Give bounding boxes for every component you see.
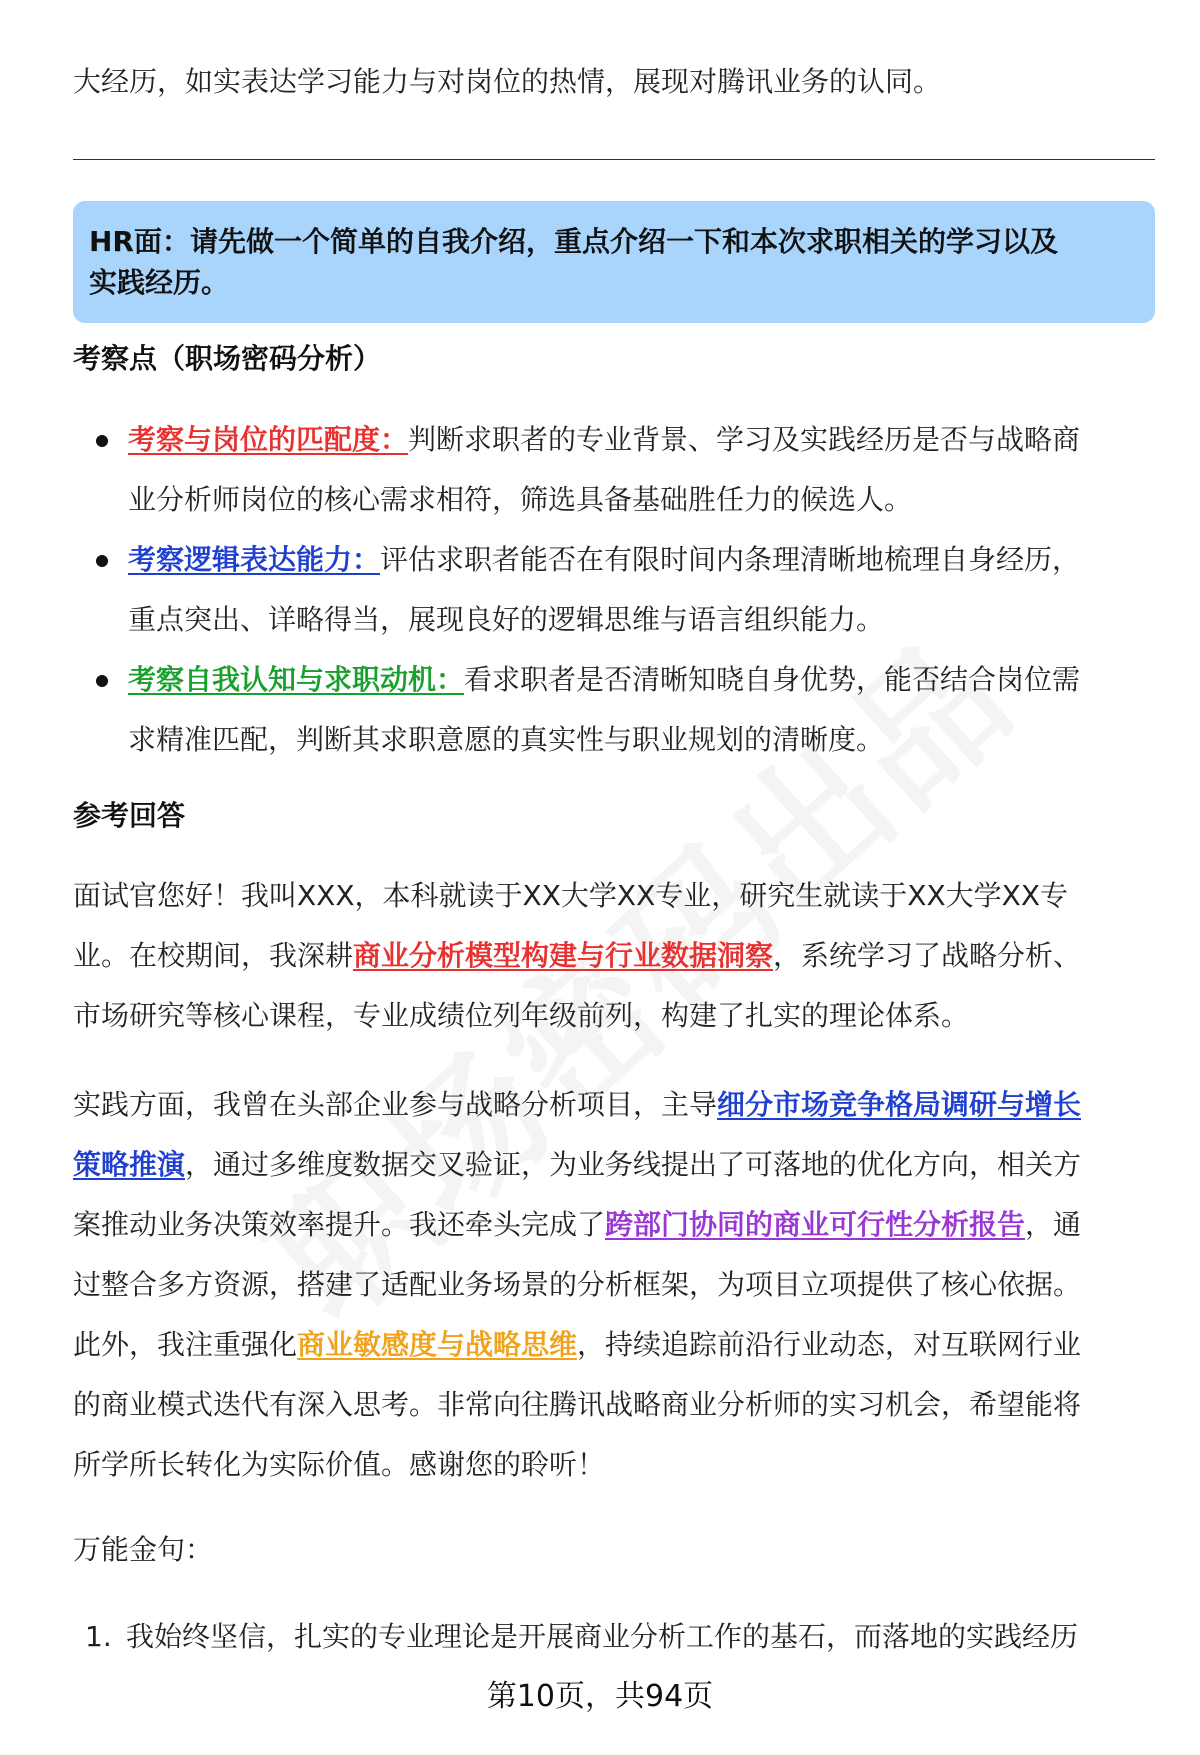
assessment-text-cont: 业分析师岗位的核心需求相符，筛选具备基础胜任力的候选人。	[128, 483, 913, 516]
answer-line: 过整合多方资源，搭建了适配业务场景的分析框架，为项目立项提供了核心依据。	[73, 1268, 1082, 1301]
assessment-text: 判断求职者的专业背景、学习及实践经历是否与战略商	[408, 423, 1081, 456]
bullet-icon	[96, 555, 108, 567]
answer-text: 此外，我注重强化	[73, 1328, 298, 1361]
assessment-keyword: 考察逻辑表达能力：	[128, 543, 381, 576]
answer-paragraph-1	[73, 866, 1155, 1046]
question-callout	[73, 201, 1155, 323]
answer-paragraph-2	[73, 1075, 1155, 1495]
assessment-text-cont: 求精准匹配，判断其求职意愿的真实性与职业规划的清晰度。	[128, 723, 885, 756]
answer-line: 的商业模式迭代有深入思考。非常向往腾讯战略商业分析师的实习机会，希望能将	[73, 1388, 1082, 1421]
answer-line: 面试官您好！我叫XXX，本科就读于XX大学XX专业，研究生就读于XX大学XX专	[73, 879, 1069, 912]
golden-sentence-text: 我始终坚信，扎实的专业理论是开展商业分析工作的基石，而落地的实践经历	[126, 1620, 1079, 1653]
horizontal-divider	[73, 159, 1155, 160]
highlight-keyword: 策略推演	[73, 1148, 186, 1181]
assessment-item	[73, 650, 1155, 770]
list-number: 1.	[85, 1620, 112, 1653]
assessment-text-cont: 重点突出、详略得当，展现良好的逻辑思维与语言组织能力。	[128, 603, 885, 636]
bullet-icon	[96, 675, 108, 687]
assessment-item	[73, 530, 1155, 650]
bullet-icon	[96, 435, 108, 447]
highlight-keyword: 商业分析模型构建与行业数据洞察	[353, 939, 774, 972]
assessment-heading: 考察点（职场密码分析）	[73, 342, 382, 375]
answer-line	[73, 1135, 1155, 1195]
golden-sentence-label: 万能金句：	[73, 1533, 214, 1566]
assessment-text: 评估求职者能否在有限时间内条理清晰地梳理自身经历，	[380, 543, 1081, 576]
assessment-item	[73, 410, 1155, 530]
highlight-keyword: 跨部门协同的商业可行性分析报告	[605, 1208, 1026, 1241]
answer-text: ，通过多维度数据交叉验证，为业务线提出了可落地的优化方向，相关方	[185, 1148, 1082, 1181]
answer-text: ，通	[1025, 1208, 1082, 1241]
answer-line: 市场研究等核心课程，专业成绩位列年级前列，构建了扎实的理论体系。	[73, 999, 970, 1032]
assessment-text: 看求职者是否清晰知晓自身优势，能否结合岗位需	[464, 663, 1081, 696]
assessment-list	[73, 410, 1155, 770]
answer-line	[73, 1075, 1155, 1135]
intro-paragraph: 大经历，如实表达学习能力与对岗位的热情，展现对腾讯业务的认同。	[73, 65, 942, 98]
assessment-keyword: 考察与岗位的匹配度：	[128, 423, 409, 456]
answer-heading: 参考回答	[73, 799, 186, 832]
answer-text: 实践方面，我曾在头部企业参与战略分析项目，主导	[73, 1088, 718, 1121]
answer-text: ，系统学习了战略分析、	[773, 939, 1082, 972]
answer-line	[73, 1195, 1155, 1255]
answer-text: 业。在校期间，我深耕	[73, 939, 354, 972]
assessment-keyword: 考察自我认知与求职动机：	[128, 663, 465, 696]
answer-line	[73, 926, 1155, 986]
page-number: 第10页，共94页	[486, 1679, 714, 1714]
answer-text: 案推动业务决策效率提升。我还牵头完成了	[73, 1208, 606, 1241]
question-line-2: 实践经历。	[89, 266, 230, 299]
highlight-keyword: 商业敏感度与战略思维	[297, 1328, 578, 1361]
highlight-keyword: 细分市场竞争格局调研与增长	[717, 1088, 1082, 1121]
question-line-1: HR面：请先做一个简单的自我介绍，重点介绍一下和本次求职相关的学习以及	[89, 225, 1058, 258]
answer-line: 所学所长转化为实际价值。感谢您的聆听！	[73, 1448, 606, 1481]
answer-text: ，持续追踪前沿行业动态，对互联网行业	[577, 1328, 1082, 1361]
answer-line	[73, 1315, 1155, 1375]
